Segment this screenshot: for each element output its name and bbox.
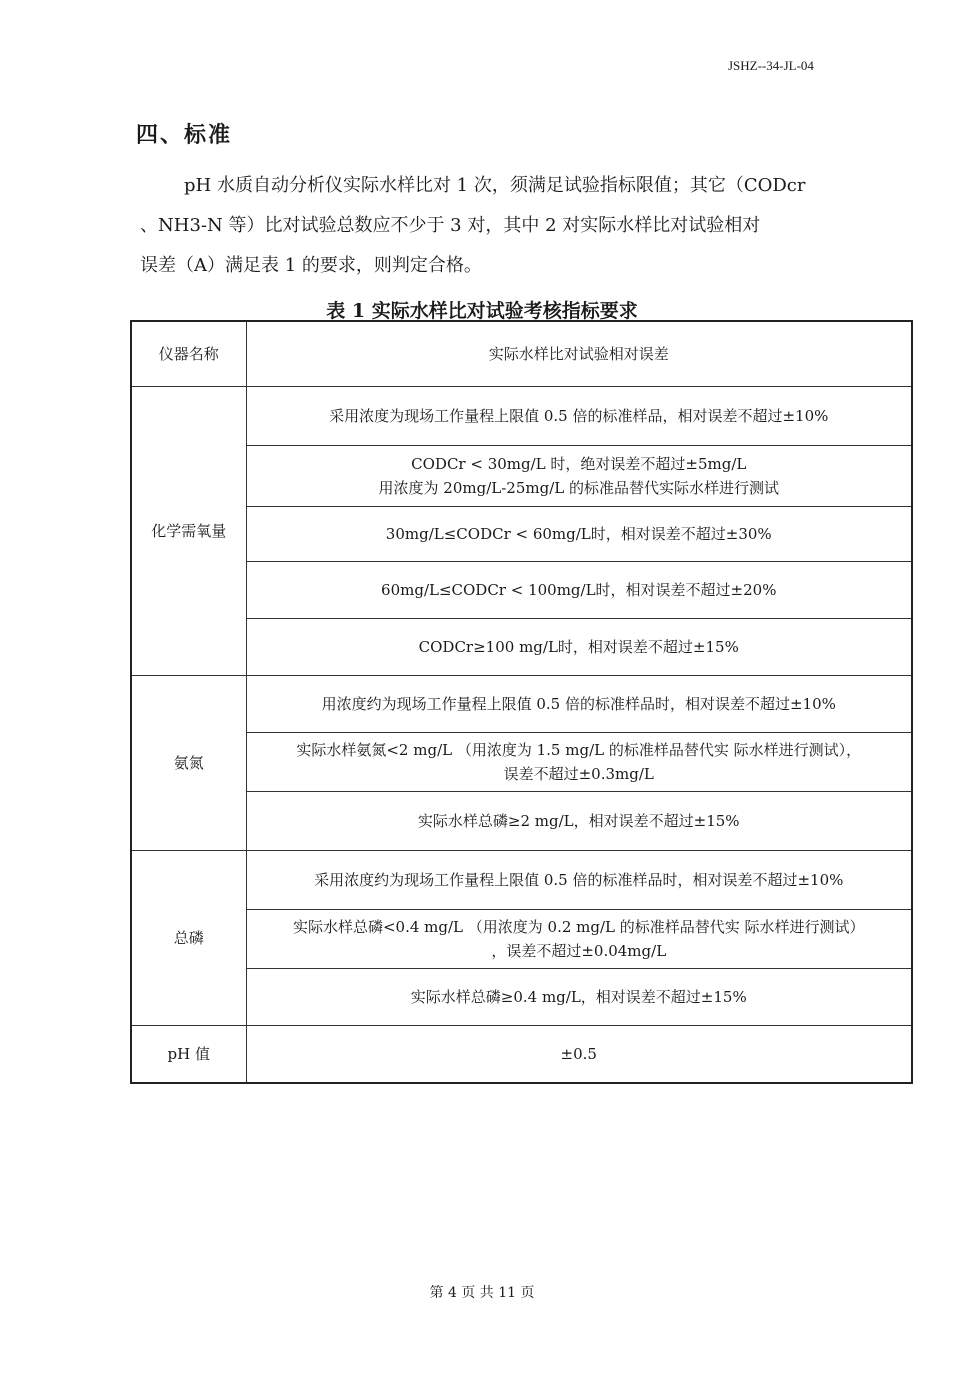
- document-code: JSHZ--34-JL-04: [728, 58, 814, 73]
- cell-line: 用浓度为 20mg/L-25mg/L 的标准品替代实际水样进行测试: [378, 479, 779, 497]
- cell-line: 实际水样总磷<0.4 mg/L （用浓度为 0.2 mg/L 的标准样品替代实 际水样进行测试）: [292, 918, 865, 936]
- instrument-cod: 化学需氧量: [131, 387, 246, 676]
- table-cell: CODCr≥100 mg/L时，相对误差不超过±15%: [246, 619, 912, 676]
- cell-line: 实际水样氨氮<2 mg/L （用浓度为 1.5 mg/L 的标准样品替代实 际水样进行测试），: [296, 741, 862, 759]
- table-row: [131, 387, 912, 446]
- standard-paragraph: [140, 166, 830, 286]
- table-row: [131, 507, 912, 562]
- table-cell: ±0.5: [246, 1026, 912, 1084]
- table-row: [131, 792, 912, 851]
- table-row: [131, 562, 912, 619]
- section-title: 四、标准: [136, 122, 233, 148]
- table-cell: [246, 733, 912, 792]
- table-cell: 采用浓度约为现场工作量程上限值 0.5 倍的标准样品时，相对误差不超过±10%: [246, 851, 912, 910]
- table-cell: 实际水样总磷≥2 mg/L，相对误差不超过±15%: [246, 792, 912, 851]
- table-row: [131, 676, 912, 733]
- table-row: [131, 446, 912, 507]
- instrument-ph: pH 值: [131, 1026, 246, 1084]
- table-cell: 30mg/L≤CODCr < 60mg/L时，相对误差不超过±30%: [246, 507, 912, 562]
- requirements-table: [130, 320, 913, 1084]
- header-relative-error: 实际水样比对试验相对误差: [246, 321, 912, 387]
- table-header-row: [131, 321, 912, 387]
- paragraph-line: 、NH3-N 等）比对试验总数应不少于 3 对，其中 2 对实际水样比对试验相对: [140, 215, 761, 236]
- table-cell: [246, 910, 912, 969]
- table-cell: 实际水样总磷≥0.4 mg/L，相对误差不超过±15%: [246, 969, 912, 1026]
- table-title: 表 1 实际水样比对试验考核指标要求: [326, 300, 638, 322]
- table-cell: 用浓度约为现场工作量程上限值 0.5 倍的标准样品时，相对误差不超过±10%: [246, 676, 912, 733]
- instrument-total-phosphorus: 总磷: [131, 851, 246, 1026]
- table-row: [131, 851, 912, 910]
- page-number: 第 4 页 共 11 页: [429, 1285, 535, 1301]
- instrument-ammonia: 氨氮: [131, 676, 246, 851]
- paragraph-line: 误差（A）满足表 1 的要求，则判定合格。: [140, 255, 482, 276]
- header-instrument-name: 仪器名称: [131, 321, 246, 387]
- table-row: [131, 1026, 912, 1084]
- paragraph-line: pH 水质自动分析仪实际水样比对 1 次，须满足试验指标限值；其它（CODcr: [184, 175, 806, 196]
- table-row: [131, 969, 912, 1026]
- table-cell: 采用浓度为现场工作量程上限值 0.5 倍的标准样品，相对误差不超过±10%: [246, 387, 912, 446]
- table-row: [131, 910, 912, 969]
- table-row: [131, 733, 912, 792]
- table-row: [131, 619, 912, 676]
- table-cell: 60mg/L≤CODCr < 100mg/L时，相对误差不超过±20%: [246, 562, 912, 619]
- cell-line: CODCr < 30mg/L 时，绝对误差不超过±5mg/L: [411, 455, 747, 473]
- cell-line: 误差不超过±0.3mg/L: [503, 765, 654, 783]
- table-cell: [246, 446, 912, 507]
- cell-line: ，误差不超过±0.04mg/L: [491, 942, 667, 960]
